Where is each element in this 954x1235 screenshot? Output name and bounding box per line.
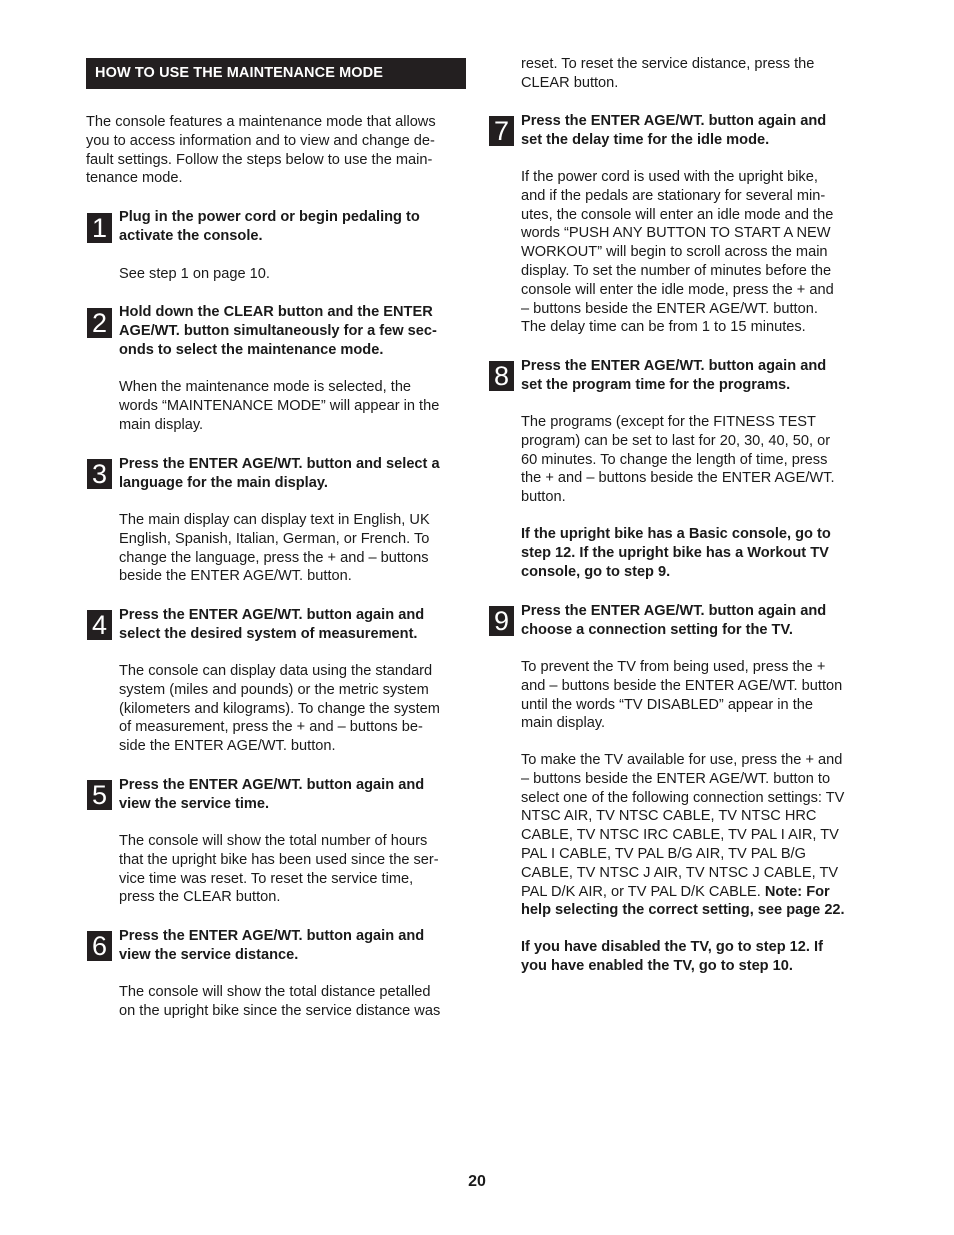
heading-line: view the service distance. bbox=[119, 946, 299, 963]
body-line: beside the ENTER AGE/WT. button. bbox=[119, 568, 352, 585]
section-title: HOW TO USE THE MAINTENANCE MODE bbox=[86, 58, 466, 89]
body-line: The console will show the total distance petalled bbox=[119, 984, 431, 1000]
step-8-body bbox=[521, 413, 871, 507]
step-9-heading bbox=[521, 602, 871, 640]
step-9-note bbox=[521, 938, 871, 976]
step-9-body-2 bbox=[521, 751, 871, 920]
body-line: CLEAR button. bbox=[521, 74, 619, 91]
intro-line: The console features a maintenance mode that allows bbox=[86, 114, 436, 130]
step-9-body bbox=[521, 658, 871, 733]
page-number: 20 bbox=[468, 1173, 486, 1190]
body-line: until the words “TV DISABLED” appear in the bbox=[521, 696, 814, 713]
step-4-body bbox=[119, 662, 469, 756]
step-4-heading bbox=[119, 606, 469, 644]
step-6-heading bbox=[119, 927, 469, 965]
body-line: press the CLEAR button. bbox=[119, 889, 281, 906]
step-6-body bbox=[119, 983, 469, 1021]
body-line: To make the TV available for use, press the + and bbox=[521, 752, 843, 768]
body-line: To prevent the TV from being used, press the + bbox=[521, 659, 826, 675]
body-line: system (miles and pounds) or the metric system bbox=[119, 681, 429, 698]
step-2-body bbox=[119, 378, 469, 434]
body-line: The console can display data using the standard bbox=[119, 663, 433, 679]
body-line: console will enter the idle mode, press the + and bbox=[521, 281, 834, 298]
step-1-body bbox=[119, 265, 469, 284]
heading-line: set the program time for the programs. bbox=[521, 376, 791, 393]
step-number-9: 9 bbox=[489, 606, 514, 636]
step-3-body bbox=[119, 511, 469, 586]
body-line: on the upright bike since the service distance was bbox=[119, 1002, 441, 1019]
note-line: help selecting the correct setting, see page 22. bbox=[521, 902, 845, 919]
heading-line: set the delay time for the idle mode. bbox=[521, 131, 770, 148]
body-line: change the language, press the + and – buttons bbox=[119, 549, 429, 566]
step-2-heading bbox=[119, 303, 469, 359]
note-line: If the upright bike has a Basic console, go to bbox=[521, 526, 831, 542]
heading-line: Press the ENTER AGE/WT. button again and bbox=[521, 358, 827, 374]
note-line: you have enabled the TV, go to step 10. bbox=[521, 957, 793, 974]
step-5-body bbox=[119, 832, 469, 907]
body-line: (kilometers and kilograms). To change the system bbox=[119, 700, 440, 717]
body-line: main display. bbox=[521, 715, 606, 732]
body-line: of measurement, press the + and – buttons be- bbox=[119, 719, 423, 736]
step-7-heading bbox=[521, 112, 871, 150]
step-number-8: 8 bbox=[489, 361, 514, 391]
step-number-6: 6 bbox=[87, 931, 112, 961]
body-line: English, Spanish, Italian, German, or French. To bbox=[119, 530, 430, 547]
body-line: display. To set the number of minutes before the bbox=[521, 262, 832, 279]
body-line: main display. bbox=[119, 416, 204, 433]
note-label: Note: For bbox=[764, 883, 830, 900]
body-line: and – buttons beside the ENTER AGE/WT. button bbox=[521, 677, 843, 694]
step-number-4: 4 bbox=[87, 610, 112, 640]
body-line: words “MAINTENANCE MODE” will appear in the bbox=[119, 397, 440, 414]
step-number-3: 3 bbox=[87, 459, 112, 489]
heading-line: Press the ENTER AGE/WT. button again and bbox=[521, 603, 827, 619]
step-number-1: 1 bbox=[87, 213, 112, 243]
body-line: 60 minutes. To change the length of time, press bbox=[521, 451, 828, 468]
intro-line: fault settings. Follow the steps below to use the main- bbox=[86, 151, 433, 168]
intro-line: tenance mode. bbox=[86, 170, 183, 187]
body-line: WORKOUT” will begin to scroll across the main bbox=[521, 244, 828, 261]
body-line-mixed bbox=[521, 883, 871, 902]
step-1-heading bbox=[119, 208, 469, 246]
body-line: CABLE, TV NTSC J AIR, TV NTSC J CABLE, TV bbox=[521, 864, 839, 881]
body-line: The delay time can be from 1 to 15 minutes. bbox=[521, 319, 806, 336]
body-line: utes, the console will enter an idle mode and the bbox=[521, 206, 834, 223]
body-line: – buttons beside the ENTER AGE/WT. button. bbox=[521, 300, 818, 317]
heading-line: onds to select the maintenance mode. bbox=[119, 341, 384, 358]
intro-line: you to access information and to view and change de- bbox=[86, 132, 435, 149]
heading-line: Plug in the power cord or begin pedaling to bbox=[119, 209, 420, 225]
step-number-7: 7 bbox=[489, 116, 514, 146]
heading-line: Press the ENTER AGE/WT. button again and bbox=[119, 928, 425, 944]
step-number-2: 2 bbox=[87, 308, 112, 338]
step-5-heading bbox=[119, 776, 469, 814]
heading-line: activate the console. bbox=[119, 227, 263, 244]
body-line: vice time was reset. To reset the service time, bbox=[119, 870, 414, 887]
body-line: When the maintenance mode is selected, the bbox=[119, 379, 412, 395]
note-line: console, go to step 9. bbox=[521, 563, 671, 580]
heading-line: Press the ENTER AGE/WT. button again and bbox=[119, 607, 425, 623]
body-line: If the power cord is used with the upright bike, bbox=[521, 169, 818, 185]
note-line: If you have disabled the TV, go to step 12. If bbox=[521, 939, 823, 955]
step-7-body bbox=[521, 168, 871, 337]
body-line: – buttons beside the ENTER AGE/WT. button to bbox=[521, 770, 831, 787]
body-line: reset. To reset the service distance, press the bbox=[521, 56, 815, 72]
step-8-heading bbox=[521, 357, 871, 395]
step-number-5: 5 bbox=[87, 780, 112, 810]
body-line: words “PUSH ANY BUTTON TO START A NEW bbox=[521, 225, 831, 242]
heading-line: Press the ENTER AGE/WT. button and select a bbox=[119, 456, 440, 472]
body-line: The programs (except for the FITNESS TEST bbox=[521, 414, 816, 430]
body-line: and if the pedals are stationary for several min- bbox=[521, 187, 826, 204]
continued-text bbox=[521, 55, 871, 93]
body-line: side the ENTER AGE/WT. button. bbox=[119, 738, 336, 755]
body-line: program) can be set to last for 20, 30, 40, 50, or bbox=[521, 432, 831, 449]
heading-line: Press the ENTER AGE/WT. button again and bbox=[521, 113, 827, 129]
body-line: PAL I CABLE, TV PAL B/G AIR, TV PAL B/G bbox=[521, 845, 806, 862]
body-line: that the upright bike has been used since the ser- bbox=[119, 851, 439, 868]
body-line: the + and – buttons beside the ENTER AGE/WT. bbox=[521, 470, 835, 487]
heading-line: language for the main display. bbox=[119, 474, 328, 491]
heading-line: select the desired system of measurement. bbox=[119, 625, 418, 642]
body-text: PAL D/K AIR, or TV PAL D/K CABLE. bbox=[521, 883, 765, 900]
body-line: button. bbox=[521, 489, 566, 506]
body-line: See step 1 on page 10. bbox=[119, 266, 270, 282]
step-3-heading bbox=[119, 455, 469, 493]
body-line: CABLE, TV NTSC IRC CABLE, TV PAL I AIR, TV bbox=[521, 827, 839, 844]
body-line: NTSC AIR, TV NTSC CABLE, TV NTSC HRC bbox=[521, 808, 817, 825]
heading-line: view the service time. bbox=[119, 795, 270, 812]
note-line: step 12. If the upright bike has a Workout TV bbox=[521, 544, 829, 561]
heading-line: Hold down the CLEAR button and the ENTER bbox=[119, 304, 433, 320]
heading-line: AGE/WT. button simultaneously for a few sec- bbox=[119, 322, 437, 339]
heading-line: choose a connection setting for the TV. bbox=[521, 621, 793, 638]
step-8-note bbox=[521, 525, 871, 581]
intro-paragraph bbox=[86, 113, 466, 188]
body-line: select one of the following connection settings: TV bbox=[521, 789, 845, 806]
heading-line: Press the ENTER AGE/WT. button again and bbox=[119, 777, 425, 793]
body-line: The console will show the total number of hours bbox=[119, 833, 428, 849]
body-line: The main display can display text in English, UK bbox=[119, 512, 430, 528]
